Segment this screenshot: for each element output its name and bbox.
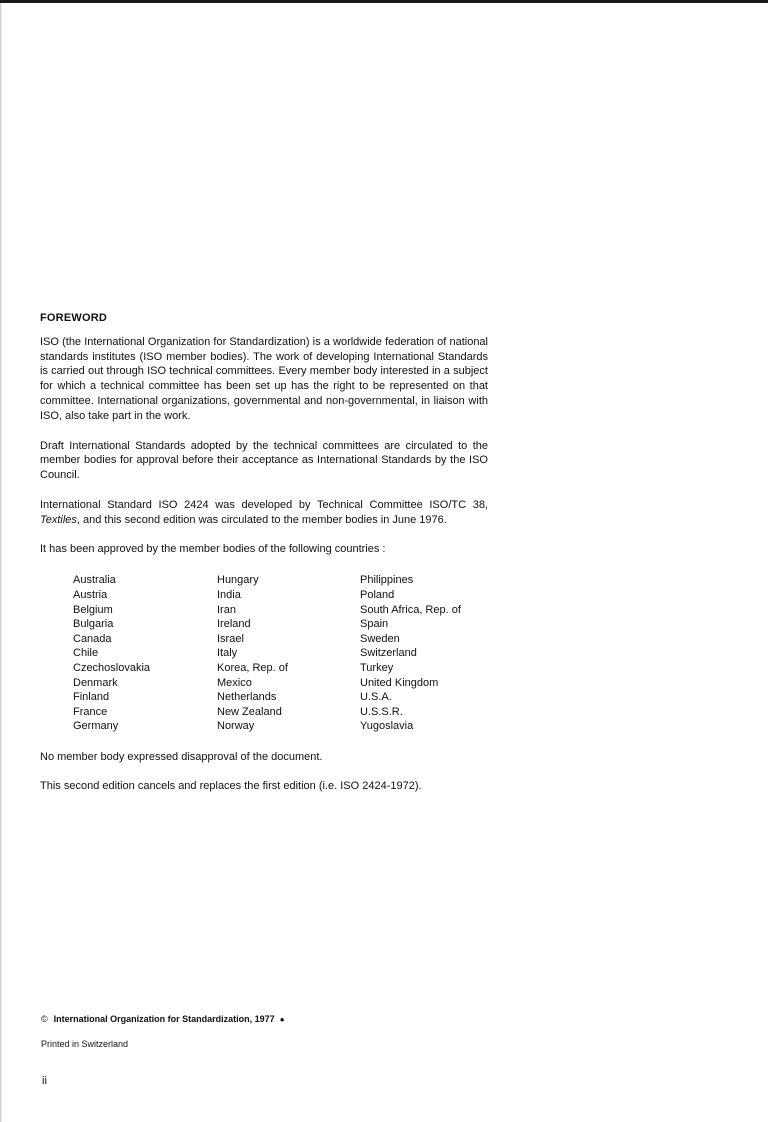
country-item: Hungary: [217, 574, 259, 587]
paragraph-standard-development: [40, 498, 488, 528]
printed-location: Printed in Switzerland: [41, 1039, 129, 1049]
bullet-icon: ●: [279, 1015, 285, 1024]
paragraph-text: , and this second edition was circulated to the member bodies in June 1976.: [76, 513, 447, 526]
country-item: Poland: [360, 588, 395, 601]
country-item: Spain: [360, 618, 389, 631]
scan-edge: [0, 3, 2, 1122]
country-item: France: [73, 705, 108, 718]
country-item: Bulgaria: [73, 618, 114, 631]
country-item: Belgium: [73, 603, 113, 616]
top-border: [0, 0, 768, 3]
page-number: ii: [42, 1075, 47, 1087]
committee-name: Textiles: [40, 513, 77, 526]
country-column-2: [217, 573, 360, 734]
country-item: Mexico: [217, 676, 252, 689]
country-item: India: [217, 588, 241, 601]
paragraph-no-disapproval: No member body expressed disapproval of the document.: [40, 750, 323, 763]
country-item: Ireland: [217, 618, 251, 631]
country-item: Czechoslovakia: [73, 661, 151, 674]
copyright-text: International Organization for Standardization, 1977: [53, 1014, 275, 1024]
country-item: Australia: [73, 574, 116, 587]
country-item: U.S.S.R.: [360, 705, 403, 718]
paragraph-edition-note: This second edition cancels and replaces the first edition (i.e. ISO 2424-1972).: [40, 779, 422, 792]
country-item: Italy: [217, 647, 238, 660]
country-item: Germany: [73, 720, 119, 733]
country-item: Canada: [73, 632, 112, 645]
country-item: Yugoslavia: [360, 720, 414, 733]
foreword-section: [40, 311, 488, 807]
country-item: Denmark: [73, 676, 118, 689]
country-item: United Kingdom: [360, 676, 439, 689]
country-item: Israel: [217, 632, 244, 645]
country-item: Austria: [73, 588, 108, 601]
country-item: South Africa, Rep. of: [360, 603, 461, 616]
country-item: New Zealand: [217, 705, 282, 718]
footer: [41, 1013, 285, 1050]
country-item: Switzerland: [360, 647, 417, 660]
country-item: Philippines: [360, 574, 414, 587]
paragraph-approval: It has been approved by the member bodies of the following countries :: [40, 542, 386, 555]
country-list: [73, 573, 488, 734]
country-item: Netherlands: [217, 691, 277, 704]
country-column-3: [360, 573, 520, 734]
copyright-icon: ©: [41, 1014, 48, 1024]
country-item: Korea, Rep. of: [217, 661, 288, 674]
paragraph-iso-intro: ISO (the International Organization for Standardization) is a worldwide federation of national standards institutes (ISO member bodies). The work of developing International Standards is carried out through ISO technical committees. Every member body interested in a subject for which a technical committee has been set up has the right to be represented on that committee. International organizations, governmental and non-governmental, in liaison with ISO, also take part in the work.: [40, 335, 488, 422]
paragraph-draft-standards: Draft International Standards adopted by the technical committees are circulated to the member bodies for approval before their acceptance as International Standards by the ISO Council.: [40, 439, 488, 482]
country-item: Iran: [217, 603, 236, 616]
country-item: Chile: [73, 647, 99, 660]
page-title: FOREWORD: [40, 312, 107, 324]
country-item: Turkey: [360, 661, 394, 674]
paragraph-text: International Standard ISO 2424 was developed by Technical Committee ISO/TC 38,: [40, 498, 488, 511]
country-item: Norway: [217, 720, 255, 733]
country-item: U.S.A.: [360, 691, 392, 704]
country-item: Sweden: [360, 632, 400, 645]
copyright-line: [41, 1013, 285, 1026]
country-column-1: [73, 573, 217, 734]
country-item: Finland: [73, 691, 110, 704]
